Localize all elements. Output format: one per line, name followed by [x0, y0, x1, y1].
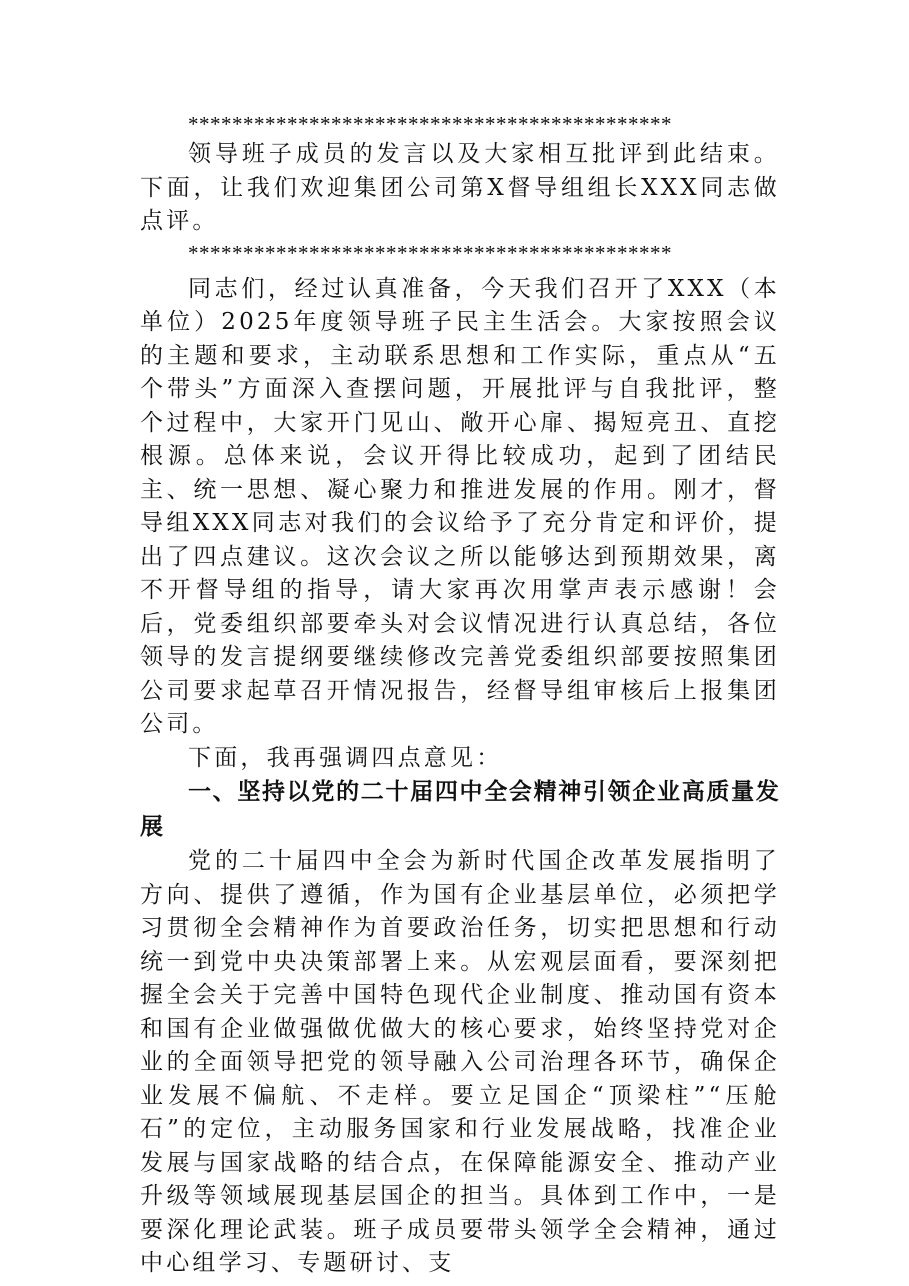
document-body: [140, 110, 780, 1281]
paragraph-1: 同志们，经过认真准备，今天我们召开了XXX（本单位）2025年度领导班子民主生活会。大家按照会议的主题和要求，主动联系思想和工作实际，重点从“五个带头”方面深入查摆问题，开展批评与自我批评，整个过程中，大家开门见山、敞开心扉、揭短亮丑、直挖根源。总体来说，会议开得比较成功，起到了团结民主、统一思想、凝心聚力和推进发展的作用。刚才，督导组XXX同志对我们的会议给予了充分肯定和评价，提出了四点建议。这次会议之所以能够达到预期效果，离不开督导组的指导，请大家再次用掌声表示感谢！会后，党委组织部要牵头对会议情况进行认真总结，各位领导的发言提纲要继续修改完善党委组织部要按照集团公司要求起草召开情况报告，经督导组审核后上报集团公司。: [140, 275, 780, 737]
separator-top: ********************************************: [188, 112, 672, 136]
paragraph-2: 下面，我再强调四点意见：: [188, 744, 503, 771]
paragraph-3: 党的二十届四中全会为新时代国企改革发展指明了方向、提供了遵循，作为国有企业基层单位，必须把学习贯彻全会精神作为首要政治任务，切实把思想和行动统一到党中央决策部署上来。从宏观层面看，要深刻把握全会关于完善中国特色现代企业制度、推动国有资本和国有企业做强做优做大的核心要求，始终坚持党对企业的全面领导把党的领导融入公司治理各环节，确保企业发展不偏航、不走样。要立足国企“顶梁柱”“压舱石”的定位，主动服务国家和行业发展战略，找准企业发展与国家战略的结合点，在保障能源安全、推动产业升级等领域展现基层国企的担当。具体到工作中，一是要深化理论武装。班子成员要带头领学全会精神，通过中心组学习、专题研讨、支: [140, 848, 780, 1276]
section-heading-1: 一、坚持以党的二十届四中全会精神引领企业高质量发展: [140, 779, 780, 840]
intro-paragraph: 领导班子成员的发言以及大家相互批评到此结束。下面，让我们欢迎集团公司第X督导组组长XXX同志做点评。: [140, 141, 780, 234]
separator-bottom: ********************************************: [188, 240, 672, 265]
